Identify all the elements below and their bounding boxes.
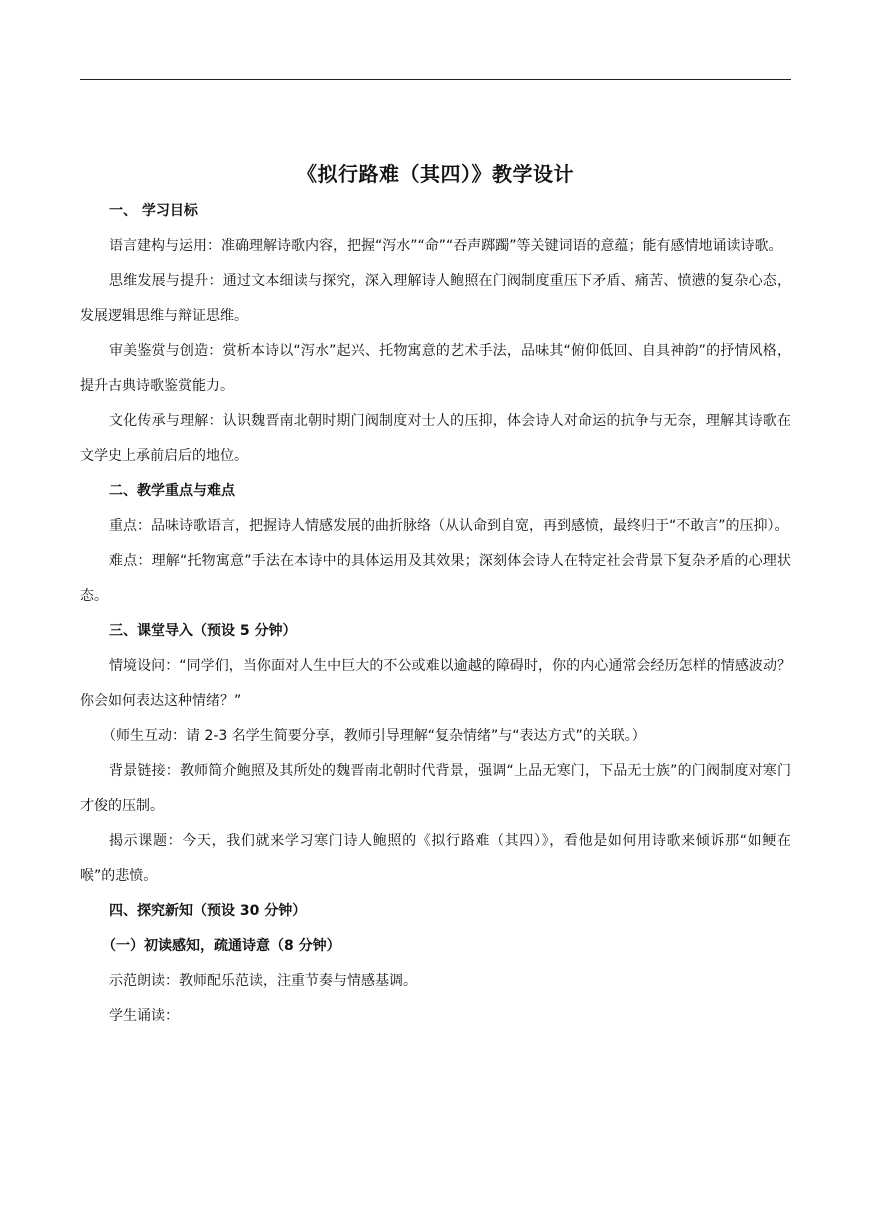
document-title: 《拟行路难（其四）》教学设计 xyxy=(297,162,574,186)
section-heading: 二、教学重点与难点 xyxy=(109,483,235,499)
paragraph: 语言建构与运用：准确理解诗歌内容，把握“泻水”“命”“吞声踯躅”等关键词语的意蕴；能有感情地诵读诗歌。 xyxy=(109,238,783,254)
paragraph: 难点：理解“托物寓意”手法在本诗中的具体运用及其效果；深刻体会诗人在特定社会背景下复杂矛盾的心理状态。 xyxy=(80,553,791,604)
paragraph: 背景链接：教师简介鲍照及其所处的魏晋南北朝时代背景，强调“上品无寒门，下品无士族”的门阀制度对寒门才俊的压制。 xyxy=(80,763,791,814)
paragraph: 揭示课题：今天，我们就来学习寒门诗人鲍照的《拟行路难（其四）》，看他是如何用诗歌来倾诉那“如鲠在喉”的悲愤。 xyxy=(80,833,791,884)
section-heading: 三、课堂导入（预设 5 分钟） xyxy=(109,623,297,639)
paragraph: 情境设问：“同学们，当你面对人生中巨大的不公或难以逾越的障碍时，你的内心通常会经历怎样的情感波动？你会如何表达这种情绪？” xyxy=(80,658,791,709)
paragraph: 重点：品味诗歌语言，把握诗人情感发展的曲折脉络（从认命到自宽，再到感愤，最终归于“不敢言”的压抑）。 xyxy=(109,518,789,534)
section-new-knowledge xyxy=(80,894,791,1034)
paragraph: 示范朗读：教师配乐范读，注重节奏与情感基调。 xyxy=(109,973,417,989)
paragraph: 审美鉴赏与创造：赏析本诗以“泻水”起兴、托物寓意的艺术手法，品味其“俯仰低回、自具神韵”的抒情风格，提升古典诗歌鉴赏能力。 xyxy=(80,343,791,394)
paragraph: 学生诵读： xyxy=(109,1008,179,1024)
section-key-points xyxy=(80,474,791,614)
section-heading: 四、探究新知（预设 30 分钟） xyxy=(109,903,307,919)
section-lesson-intro xyxy=(80,614,791,894)
document-body xyxy=(80,156,791,1034)
section-learning-objectives xyxy=(80,194,791,474)
paragraph: 思维发展与提升：通过文本细读与探究，深入理解诗人鲍照在门阀制度重压下矛盾、痛苦、愤懑的复杂心态，发展逻辑思维与辩证思维。 xyxy=(80,273,791,324)
section-heading: 一、 学习目标 xyxy=(109,203,198,219)
paragraph-note: （师生互动：请 2-3 名学生简要分享，教师引导理解“复杂情绪”与“表达方式”的关联。） xyxy=(102,728,646,744)
section-subheading: （一）初读感知，疏通诗意（8 分钟） xyxy=(102,938,341,954)
header-rule xyxy=(80,79,791,80)
paragraph: 文化传承与理解：认识魏晋南北朝时期门阀制度对士人的压抑，体会诗人对命运的抗争与无奈，理解其诗歌在文学史上承前启后的地位。 xyxy=(80,413,791,464)
